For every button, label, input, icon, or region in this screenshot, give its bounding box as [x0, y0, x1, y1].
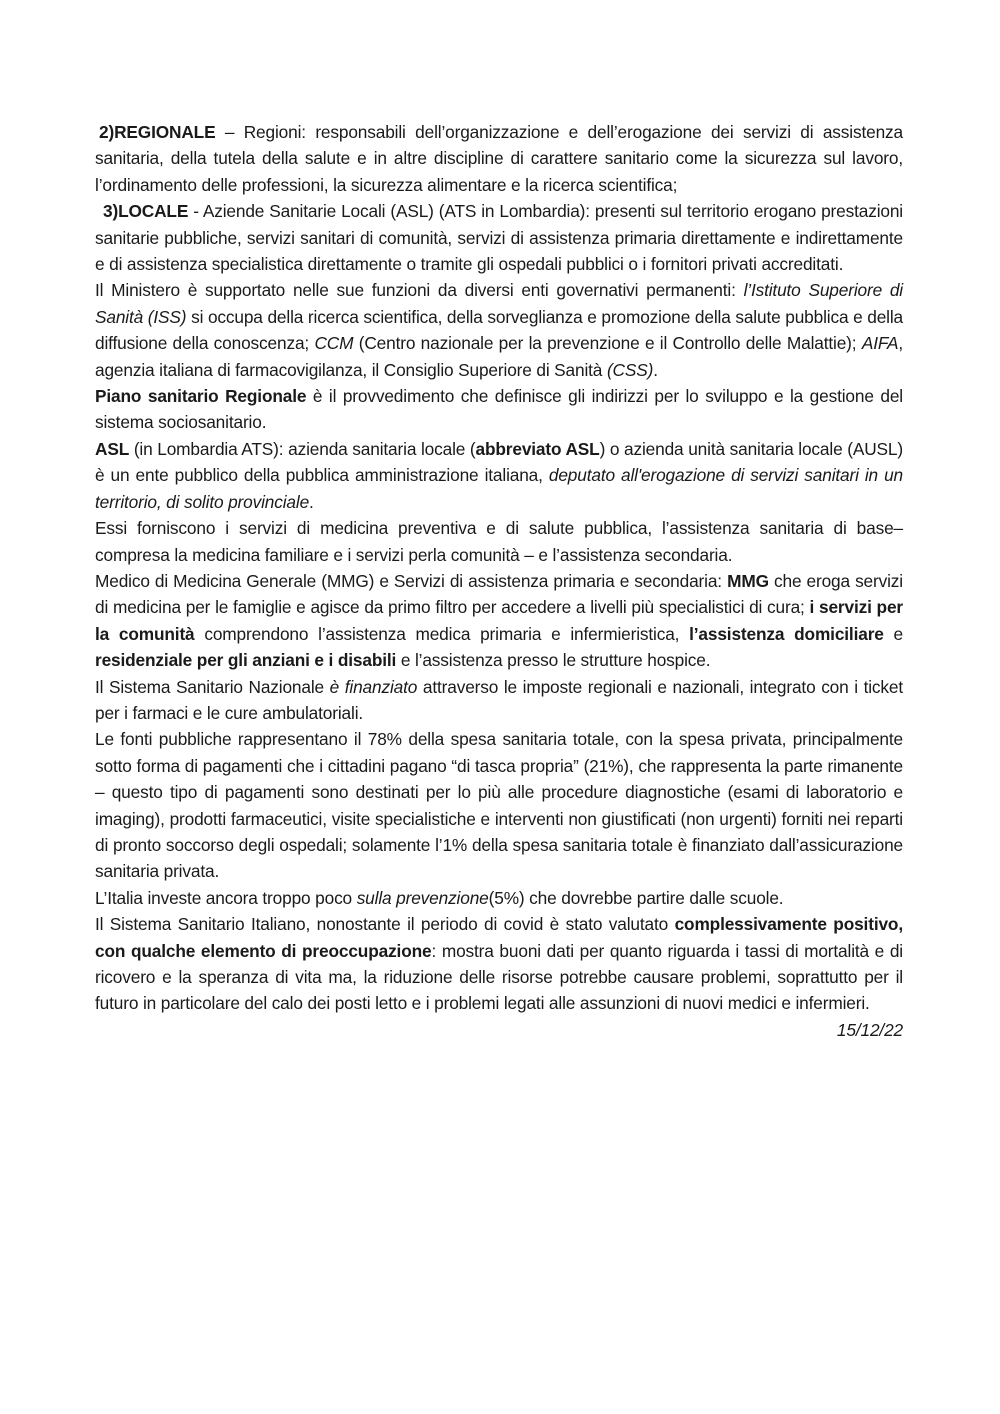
emphasis: sulla prevenzione: [356, 887, 489, 908]
emphasis: AIFA: [861, 333, 899, 354]
text: - Aziende Sanitarie Locali (ASL) (ATS in Lombardia): presenti sul territorio erogano prestazioni sanitarie pubbliche, servizi sanitari di comunità, servizi di assistenza primaria direttamente e indirettamente e di assistenza specialistica direttamente o tramite gli ospedali pubblici o i fornitori privati accreditati.: [95, 201, 903, 275]
strong: abbreviato ASL: [475, 438, 600, 459]
strong: l’assistenza domiciliare: [689, 623, 884, 644]
text: comprendono l’assistenza medica primaria e infermieristica,: [194, 623, 690, 644]
text: .: [653, 359, 658, 380]
text: che eroga servizi di medicina per le famiglie e agisce da primo filtro per accedere a livelli più specialistici di cura;: [95, 570, 903, 618]
text: è il provvedimento che definisce gli indirizzi per lo sviluppo e la gestione del sistema sociosanitario.: [95, 386, 903, 433]
text: (in Lombardia ATS): azienda sanitaria locale (: [129, 438, 476, 459]
emphasis: l’Istituto Superiore di Sanità (ISS): [95, 280, 903, 327]
text: Le fonti pubbliche rappresentano il 78% della spesa sanitaria totale, con la spesa privata, principalmente sotto forma di pagamenti che i cittadini pagano “di tasca propria” (21%), che rappresenta la parte rimanente – questo tipo di pagamenti sono destinati per lo più alle procedure diagnostiche (esami di laboratorio e imaging), prodotti farmaceutici, visite specialistiche e interventi non giustificati (non urgenti) forniti nei reparti di pronto soccorso degli ospedali; solamente l’1% della spesa sanitaria totale è finanziato dall’assicurazione sanitaria privata.: [95, 729, 903, 882]
paragraph-fonti-pubbliche: [95, 726, 903, 884]
heading-regionale: 2)REGIONALE: [99, 122, 216, 142]
heading-locale: 3)LOCALE: [103, 201, 189, 222]
text: e l’assistenza presso le strutture hospice.: [396, 650, 711, 671]
text: e: [883, 623, 903, 644]
text: (Centro nazionale per la prevenzione e il Controllo delle Malattie);: [353, 333, 862, 354]
paragraph-finanziamento: [95, 674, 903, 727]
emphasis: (CSS): [606, 359, 654, 380]
paragraph-ministero: [95, 277, 903, 383]
paragraph-servizi: [95, 515, 903, 568]
emphasis: deputato all'erogazione di servizi sanitari in un territorio, di solito provinciale: [95, 465, 904, 512]
strong: complessivamente positivo, con qualche elemento di preoccupazione: [95, 914, 903, 961]
paragraph-asl: [95, 436, 903, 515]
document-date: 15/12/22: [836, 1019, 903, 1040]
paragraph-prevenzione: [95, 885, 903, 911]
emphasis: CCM: [314, 333, 354, 354]
text: – Regioni: responsabili dell’organizzazione e dell’erogazione dei servizi di assistenza sanitaria, della tutela della salute e in altre discipline di carattere sanitario come la sicurezza sul lavoro, l’ordinamento delle professioni, la sicurezza alimentare e la ricerca scientifica;: [95, 122, 903, 195]
text: Il Ministero è supportato nelle sue funzioni da diversi enti governativi permanenti:: [95, 280, 744, 301]
document-page: [95, 119, 903, 1043]
text: Il Sistema Sanitario Nazionale: [95, 676, 330, 697]
text: Medico di Medicina Generale (MMG) e Servizi di assistenza primaria e secondaria:: [95, 570, 728, 591]
paragraph-regionale: [95, 119, 903, 198]
strong: residenziale per gli anziani e i disabili: [95, 650, 397, 671]
text: .: [309, 491, 314, 512]
paragraph-mmg: [95, 568, 903, 674]
text: ) o azienda unità sanitaria locale (AUSL) è un ente pubblico della pubblica amministrazione italiana,: [95, 438, 903, 486]
strong: MMG: [727, 570, 769, 591]
paragraph-piano-sanitario: [95, 383, 903, 436]
text: L’Italia investe ancora troppo poco: [95, 887, 357, 908]
text: attraverso le imposte regionali e nazionali, integrato con i ticket per i farmaci e le cure ambulatoriali.: [95, 676, 904, 723]
strong: ASL: [95, 438, 130, 459]
text: (5%) che dovrebbe partire dalle scuole.: [488, 887, 784, 908]
strong: i servizi per la comunità: [95, 597, 903, 644]
text: Essi forniscono i servizi di medicina preventiva e di salute pubblica, l’assistenza sanitaria di base– compresa la medicina familiare e i servizi perla comunità – e l’assistenza secondaria.: [95, 518, 903, 565]
emphasis: è finanziato: [329, 676, 418, 697]
text: si occupa della ricerca scientifica, della sorveglianza e promozione della salute pubblica e della diffusione della conoscenza;: [95, 306, 903, 354]
text: Il Sistema Sanitario Italiano, nonostante il periodo di covid è stato valutato: [95, 914, 675, 935]
paragraph-locale: [95, 198, 903, 277]
strong: Piano sanitario Regionale: [95, 386, 307, 407]
paragraph-valutazione: [95, 911, 903, 1017]
text: , agenzia italiana di farmacovigilanza, il Consiglio Superiore di Sanità: [95, 333, 904, 380]
text: : mostra buoni dati per quanto riguarda i tassi di mortalità e di ricovero e la speranza di vita ma, la riduzione delle risorse potrebbe causare problemi, soprattutto per il futuro in particolare del calo dei posti letto e i problemi legati alle assunzioni di nuovi medici e infermieri.: [95, 940, 903, 1014]
